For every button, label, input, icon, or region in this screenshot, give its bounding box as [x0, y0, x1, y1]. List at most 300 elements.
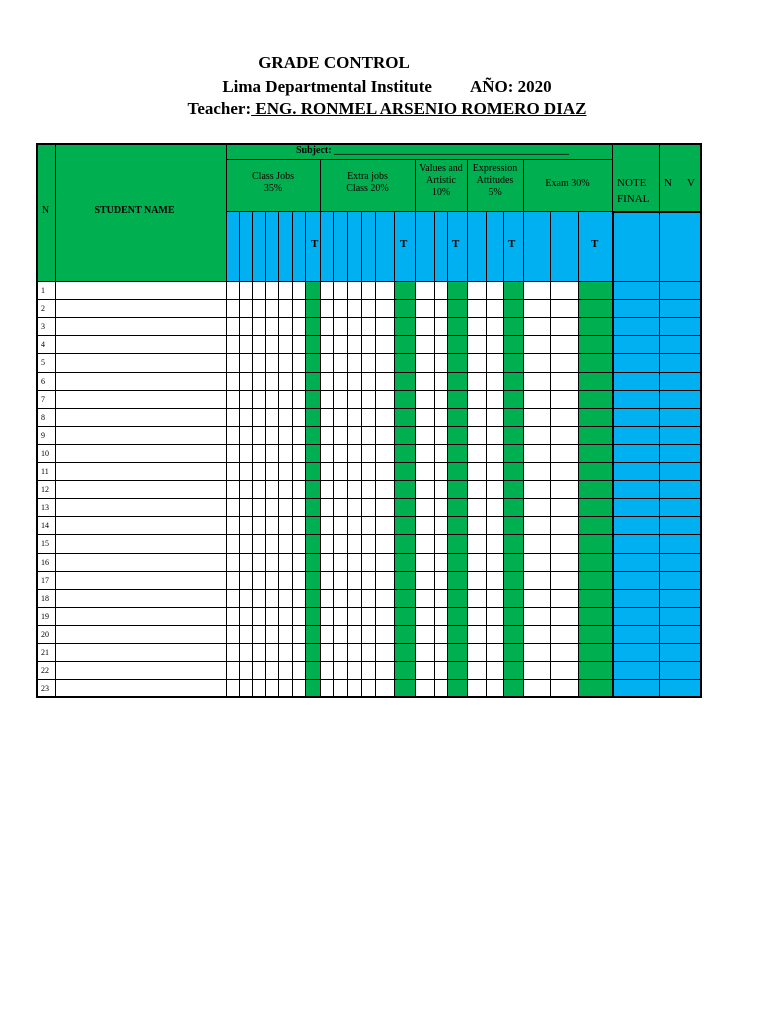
grade-cell[interactable] — [375, 643, 395, 662]
grade-cell[interactable] — [434, 426, 448, 445]
grade-cell[interactable] — [523, 589, 551, 608]
grade-cell[interactable] — [550, 516, 579, 535]
grade-cell[interactable] — [550, 679, 579, 698]
grade-cell[interactable] — [226, 679, 240, 698]
grade-cell[interactable] — [523, 426, 551, 445]
student-name-cell[interactable] — [55, 625, 227, 644]
grade-cell[interactable] — [486, 643, 504, 662]
grade-cell[interactable] — [226, 390, 240, 409]
grade-cell[interactable] — [333, 571, 348, 590]
grade-cell[interactable] — [550, 299, 579, 318]
grade-cell[interactable] — [523, 625, 551, 644]
grade-cell[interactable] — [361, 480, 376, 499]
student-name-cell[interactable] — [55, 353, 227, 373]
grade-cell[interactable] — [265, 390, 279, 409]
grade-cell[interactable] — [415, 480, 435, 499]
grade-cell[interactable] — [347, 534, 362, 554]
student-name-cell[interactable] — [55, 444, 227, 463]
grade-cell[interactable] — [320, 426, 334, 445]
grade-cell[interactable] — [486, 661, 504, 680]
student-name-cell[interactable] — [55, 498, 227, 517]
grade-cell[interactable] — [347, 299, 362, 318]
grade-cell[interactable] — [226, 480, 240, 499]
grade-cell[interactable] — [523, 516, 551, 535]
grade-cell[interactable] — [320, 625, 334, 644]
grade-cell[interactable] — [320, 498, 334, 517]
grade-cell[interactable] — [252, 353, 266, 373]
grade-cell[interactable] — [252, 299, 266, 318]
grade-cell[interactable] — [292, 534, 306, 554]
grade-cell[interactable] — [434, 625, 448, 644]
grade-cell[interactable] — [550, 498, 579, 517]
grade-cell[interactable] — [375, 498, 395, 517]
grade-cell[interactable] — [467, 390, 487, 409]
grade-cell[interactable] — [265, 679, 279, 698]
grade-cell[interactable] — [252, 335, 266, 354]
grade-cell[interactable] — [486, 462, 504, 481]
grade-cell[interactable] — [415, 426, 435, 445]
grade-cell[interactable] — [333, 516, 348, 535]
grade-cell[interactable] — [550, 317, 579, 336]
grade-cell[interactable] — [252, 372, 266, 391]
grade-cell[interactable] — [292, 408, 306, 427]
grade-cell[interactable] — [252, 426, 266, 445]
grade-cell[interactable] — [239, 335, 253, 354]
grade-cell[interactable] — [320, 335, 334, 354]
student-name-cell[interactable] — [55, 390, 227, 409]
grade-cell[interactable] — [347, 408, 362, 427]
grade-cell[interactable] — [523, 390, 551, 409]
grade-cell[interactable] — [239, 462, 253, 481]
grade-cell[interactable] — [278, 643, 293, 662]
grade-cell[interactable] — [278, 408, 293, 427]
grade-cell[interactable] — [265, 372, 279, 391]
grade-cell[interactable] — [467, 516, 487, 535]
grade-cell[interactable] — [375, 679, 395, 698]
grade-cell[interactable] — [292, 480, 306, 499]
grade-cell[interactable] — [375, 480, 395, 499]
grade-cell[interactable] — [239, 607, 253, 626]
grade-cell[interactable] — [226, 534, 240, 554]
grade-cell[interactable] — [415, 372, 435, 391]
grade-cell[interactable] — [434, 281, 448, 300]
grade-cell[interactable] — [333, 661, 348, 680]
student-name-cell[interactable] — [55, 661, 227, 680]
grade-cell[interactable] — [226, 317, 240, 336]
grade-cell[interactable] — [239, 553, 253, 572]
grade-cell[interactable] — [252, 679, 266, 698]
grade-cell[interactable] — [347, 353, 362, 373]
grade-cell[interactable] — [361, 426, 376, 445]
grade-cell[interactable] — [292, 625, 306, 644]
grade-cell[interactable] — [523, 571, 551, 590]
grade-cell[interactable] — [415, 661, 435, 680]
grade-cell[interactable] — [320, 444, 334, 463]
grade-cell[interactable] — [434, 390, 448, 409]
student-name-cell[interactable] — [55, 335, 227, 354]
grade-cell[interactable] — [347, 571, 362, 590]
grade-cell[interactable] — [486, 444, 504, 463]
student-name-cell[interactable] — [55, 317, 227, 336]
grade-cell[interactable] — [292, 372, 306, 391]
grade-cell[interactable] — [434, 516, 448, 535]
grade-cell[interactable] — [252, 661, 266, 680]
grade-cell[interactable] — [523, 643, 551, 662]
grade-cell[interactable] — [265, 299, 279, 318]
grade-cell[interactable] — [292, 353, 306, 373]
grade-cell[interactable] — [550, 408, 579, 427]
grade-cell[interactable] — [486, 553, 504, 572]
grade-cell[interactable] — [434, 553, 448, 572]
grade-cell[interactable] — [292, 589, 306, 608]
grade-cell[interactable] — [333, 426, 348, 445]
grade-cell[interactable] — [333, 444, 348, 463]
grade-cell[interactable] — [550, 353, 579, 373]
grade-cell[interactable] — [252, 534, 266, 554]
grade-cell[interactable] — [361, 589, 376, 608]
grade-cell[interactable] — [239, 679, 253, 698]
grade-cell[interactable] — [550, 426, 579, 445]
grade-cell[interactable] — [226, 444, 240, 463]
grade-cell[interactable] — [320, 390, 334, 409]
grade-cell[interactable] — [278, 661, 293, 680]
student-name-cell[interactable] — [55, 679, 227, 698]
grade-cell[interactable] — [347, 661, 362, 680]
grade-cell[interactable] — [252, 607, 266, 626]
grade-cell[interactable] — [467, 679, 487, 698]
grade-cell[interactable] — [467, 335, 487, 354]
student-name-cell[interactable] — [55, 607, 227, 626]
grade-cell[interactable] — [486, 335, 504, 354]
grade-cell[interactable] — [550, 462, 579, 481]
grade-cell[interactable] — [252, 390, 266, 409]
grade-cell[interactable] — [347, 643, 362, 662]
grade-cell[interactable] — [347, 589, 362, 608]
grade-cell[interactable] — [523, 281, 551, 300]
grade-cell[interactable] — [467, 480, 487, 499]
grade-cell[interactable] — [333, 335, 348, 354]
grade-cell[interactable] — [252, 498, 266, 517]
grade-cell[interactable] — [467, 281, 487, 300]
grade-cell[interactable] — [415, 643, 435, 662]
grade-cell[interactable] — [239, 353, 253, 373]
grade-cell[interactable] — [333, 679, 348, 698]
grade-cell[interactable] — [347, 317, 362, 336]
grade-cell[interactable] — [361, 516, 376, 535]
grade-cell[interactable] — [347, 335, 362, 354]
grade-cell[interactable] — [415, 281, 435, 300]
grade-cell[interactable] — [467, 498, 487, 517]
grade-cell[interactable] — [333, 625, 348, 644]
grade-cell[interactable] — [226, 426, 240, 445]
grade-cell[interactable] — [361, 390, 376, 409]
grade-cell[interactable] — [278, 679, 293, 698]
grade-cell[interactable] — [375, 534, 395, 554]
grade-cell[interactable] — [239, 281, 253, 300]
grade-cell[interactable] — [550, 372, 579, 391]
grade-cell[interactable] — [265, 589, 279, 608]
student-name-cell[interactable] — [55, 408, 227, 427]
grade-cell[interactable] — [523, 498, 551, 517]
grade-cell[interactable] — [239, 625, 253, 644]
grade-cell[interactable] — [550, 390, 579, 409]
grade-cell[interactable] — [333, 462, 348, 481]
grade-cell[interactable] — [320, 408, 334, 427]
grade-cell[interactable] — [226, 571, 240, 590]
grade-cell[interactable] — [333, 553, 348, 572]
grade-cell[interactable] — [361, 299, 376, 318]
grade-cell[interactable] — [434, 444, 448, 463]
grade-cell[interactable] — [415, 462, 435, 481]
grade-cell[interactable] — [550, 643, 579, 662]
grade-cell[interactable] — [375, 661, 395, 680]
grade-cell[interactable] — [467, 589, 487, 608]
grade-cell[interactable] — [361, 661, 376, 680]
grade-cell[interactable] — [361, 625, 376, 644]
grade-cell[interactable] — [486, 408, 504, 427]
grade-cell[interactable] — [226, 607, 240, 626]
grade-cell[interactable] — [239, 534, 253, 554]
grade-cell[interactable] — [415, 516, 435, 535]
grade-cell[interactable] — [278, 516, 293, 535]
grade-cell[interactable] — [550, 589, 579, 608]
grade-cell[interactable] — [278, 444, 293, 463]
grade-cell[interactable] — [252, 553, 266, 572]
grade-cell[interactable] — [252, 281, 266, 300]
grade-cell[interactable] — [550, 625, 579, 644]
grade-cell[interactable] — [486, 480, 504, 499]
grade-cell[interactable] — [467, 607, 487, 626]
grade-cell[interactable] — [415, 571, 435, 590]
grade-cell[interactable] — [226, 553, 240, 572]
grade-cell[interactable] — [265, 462, 279, 481]
grade-cell[interactable] — [434, 335, 448, 354]
grade-cell[interactable] — [361, 353, 376, 373]
grade-cell[interactable] — [239, 661, 253, 680]
grade-cell[interactable] — [550, 571, 579, 590]
grade-cell[interactable] — [226, 281, 240, 300]
grade-cell[interactable] — [292, 498, 306, 517]
grade-cell[interactable] — [320, 589, 334, 608]
grade-cell[interactable] — [415, 625, 435, 644]
grade-cell[interactable] — [486, 679, 504, 698]
grade-cell[interactable] — [347, 372, 362, 391]
grade-cell[interactable] — [252, 317, 266, 336]
student-name-cell[interactable] — [55, 426, 227, 445]
grade-cell[interactable] — [252, 625, 266, 644]
grade-cell[interactable] — [375, 299, 395, 318]
grade-cell[interactable] — [252, 589, 266, 608]
student-name-cell[interactable] — [55, 372, 227, 391]
grade-cell[interactable] — [292, 553, 306, 572]
grade-cell[interactable] — [347, 516, 362, 535]
grade-cell[interactable] — [239, 480, 253, 499]
grade-cell[interactable] — [375, 571, 395, 590]
grade-cell[interactable] — [523, 299, 551, 318]
grade-cell[interactable] — [239, 426, 253, 445]
grade-cell[interactable] — [239, 372, 253, 391]
grade-cell[interactable] — [434, 589, 448, 608]
grade-cell[interactable] — [375, 553, 395, 572]
grade-cell[interactable] — [523, 444, 551, 463]
student-name-cell[interactable] — [55, 299, 227, 318]
grade-cell[interactable] — [434, 462, 448, 481]
grade-cell[interactable] — [333, 480, 348, 499]
grade-cell[interactable] — [320, 553, 334, 572]
grade-cell[interactable] — [278, 480, 293, 499]
grade-cell[interactable] — [434, 643, 448, 662]
grade-cell[interactable] — [265, 571, 279, 590]
grade-cell[interactable] — [265, 317, 279, 336]
grade-cell[interactable] — [415, 607, 435, 626]
grade-cell[interactable] — [375, 353, 395, 373]
grade-cell[interactable] — [347, 444, 362, 463]
grade-cell[interactable] — [333, 281, 348, 300]
grade-cell[interactable] — [320, 317, 334, 336]
grade-cell[interactable] — [239, 317, 253, 336]
grade-cell[interactable] — [292, 516, 306, 535]
grade-cell[interactable] — [523, 553, 551, 572]
grade-cell[interactable] — [265, 444, 279, 463]
grade-cell[interactable] — [226, 589, 240, 608]
grade-cell[interactable] — [550, 335, 579, 354]
grade-cell[interactable] — [361, 534, 376, 554]
grade-cell[interactable] — [320, 607, 334, 626]
grade-cell[interactable] — [265, 516, 279, 535]
grade-cell[interactable] — [467, 643, 487, 662]
grade-cell[interactable] — [523, 480, 551, 499]
grade-cell[interactable] — [252, 462, 266, 481]
grade-cell[interactable] — [320, 281, 334, 300]
grade-cell[interactable] — [486, 299, 504, 318]
grade-cell[interactable] — [278, 625, 293, 644]
grade-cell[interactable] — [415, 589, 435, 608]
grade-cell[interactable] — [320, 679, 334, 698]
grade-cell[interactable] — [467, 353, 487, 373]
grade-cell[interactable] — [239, 589, 253, 608]
grade-cell[interactable] — [292, 299, 306, 318]
grade-cell[interactable] — [292, 643, 306, 662]
grade-cell[interactable] — [347, 480, 362, 499]
grade-cell[interactable] — [415, 390, 435, 409]
grade-cell[interactable] — [375, 372, 395, 391]
grade-cell[interactable] — [361, 553, 376, 572]
grade-cell[interactable] — [278, 335, 293, 354]
grade-cell[interactable] — [434, 534, 448, 554]
grade-cell[interactable] — [333, 408, 348, 427]
grade-cell[interactable] — [467, 372, 487, 391]
grade-cell[interactable] — [292, 607, 306, 626]
grade-cell[interactable] — [375, 589, 395, 608]
grade-cell[interactable] — [278, 372, 293, 391]
grade-cell[interactable] — [226, 498, 240, 517]
grade-cell[interactable] — [265, 534, 279, 554]
grade-cell[interactable] — [467, 408, 487, 427]
grade-cell[interactable] — [265, 625, 279, 644]
grade-cell[interactable] — [375, 408, 395, 427]
grade-cell[interactable] — [239, 390, 253, 409]
grade-cell[interactable] — [239, 643, 253, 662]
grade-cell[interactable] — [361, 498, 376, 517]
grade-cell[interactable] — [292, 335, 306, 354]
grade-cell[interactable] — [252, 643, 266, 662]
grade-cell[interactable] — [361, 317, 376, 336]
grade-cell[interactable] — [333, 372, 348, 391]
grade-cell[interactable] — [347, 390, 362, 409]
grade-cell[interactable] — [252, 444, 266, 463]
grade-cell[interactable] — [320, 534, 334, 554]
grade-cell[interactable] — [415, 299, 435, 318]
grade-cell[interactable] — [375, 390, 395, 409]
grade-cell[interactable] — [434, 607, 448, 626]
grade-cell[interactable] — [333, 498, 348, 517]
grade-cell[interactable] — [467, 534, 487, 554]
grade-cell[interactable] — [523, 679, 551, 698]
grade-cell[interactable] — [226, 372, 240, 391]
grade-cell[interactable] — [347, 607, 362, 626]
grade-cell[interactable] — [278, 553, 293, 572]
grade-cell[interactable] — [226, 408, 240, 427]
grade-cell[interactable] — [467, 444, 487, 463]
grade-cell[interactable] — [361, 462, 376, 481]
grade-cell[interactable] — [278, 498, 293, 517]
grade-cell[interactable] — [486, 534, 504, 554]
grade-cell[interactable] — [375, 444, 395, 463]
grade-cell[interactable] — [292, 281, 306, 300]
grade-cell[interactable] — [292, 462, 306, 481]
grade-cell[interactable] — [278, 607, 293, 626]
grade-cell[interactable] — [292, 571, 306, 590]
grade-cell[interactable] — [434, 317, 448, 336]
grade-cell[interactable] — [361, 679, 376, 698]
grade-cell[interactable] — [375, 426, 395, 445]
grade-cell[interactable] — [239, 516, 253, 535]
grade-cell[interactable] — [252, 480, 266, 499]
grade-cell[interactable] — [278, 571, 293, 590]
grade-cell[interactable] — [375, 462, 395, 481]
grade-cell[interactable] — [486, 607, 504, 626]
grade-cell[interactable] — [278, 353, 293, 373]
grade-cell[interactable] — [486, 426, 504, 445]
grade-cell[interactable] — [375, 317, 395, 336]
grade-cell[interactable] — [361, 643, 376, 662]
grade-cell[interactable] — [523, 661, 551, 680]
grade-cell[interactable] — [361, 444, 376, 463]
grade-cell[interactable] — [467, 317, 487, 336]
grade-cell[interactable] — [550, 444, 579, 463]
grade-cell[interactable] — [265, 480, 279, 499]
grade-cell[interactable] — [415, 317, 435, 336]
grade-cell[interactable] — [226, 299, 240, 318]
grade-cell[interactable] — [333, 317, 348, 336]
grade-cell[interactable] — [434, 498, 448, 517]
grade-cell[interactable] — [467, 571, 487, 590]
grade-cell[interactable] — [375, 335, 395, 354]
grade-cell[interactable] — [375, 625, 395, 644]
grade-cell[interactable] — [347, 462, 362, 481]
grade-cell[interactable] — [252, 408, 266, 427]
grade-cell[interactable] — [415, 534, 435, 554]
grade-cell[interactable] — [434, 408, 448, 427]
grade-cell[interactable] — [523, 353, 551, 373]
grade-cell[interactable] — [467, 426, 487, 445]
grade-cell[interactable] — [467, 661, 487, 680]
grade-cell[interactable] — [375, 516, 395, 535]
grade-cell[interactable] — [486, 353, 504, 373]
grade-cell[interactable] — [226, 661, 240, 680]
grade-cell[interactable] — [239, 299, 253, 318]
student-name-cell[interactable] — [55, 534, 227, 554]
